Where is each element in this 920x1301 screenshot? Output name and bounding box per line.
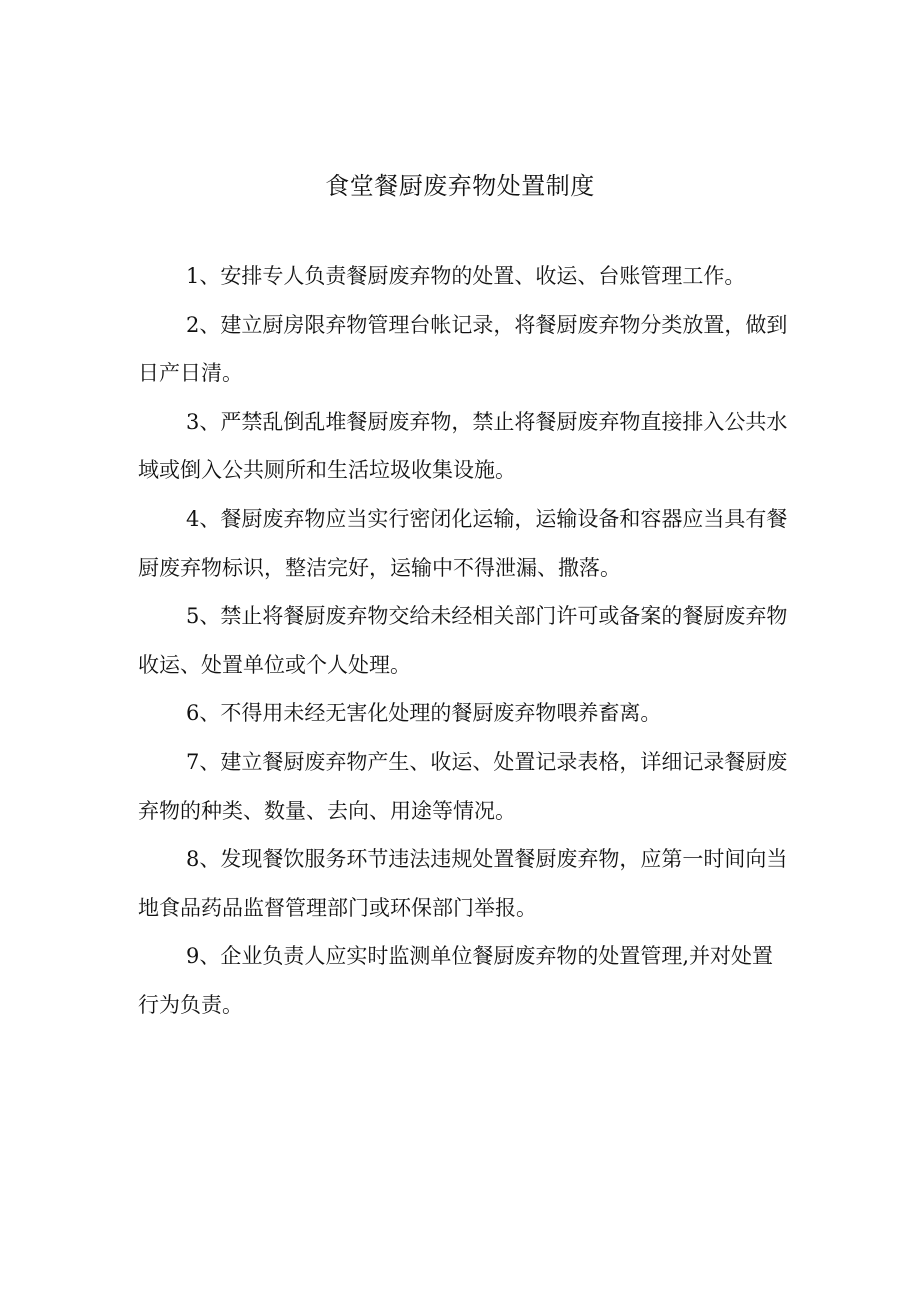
document-body: [138, 252, 788, 1030]
rule-paragraph-2: 2、建立厨房限弃物管理台帐记录，将餐厨废弃物分类放置，做到日产日清。: [138, 312, 788, 386]
rule-paragraph-8: 8、发现餐饮服务环节违法违规处置餐厨废弃物，应第一时间向当地食品药品监督管理部门或环保部门举报。: [138, 847, 788, 920]
rule-paragraph-5: 5、禁止将餐厨废弃物交给未经相关部门许可或备案的餐厨废弃物收运、处置单位或个人处理。: [138, 604, 788, 677]
rule-paragraph-3: 3、严禁乱倒乱堆餐厨废弃物，禁止将餐厨废弃物直接排入公共水域或倒入公共厕所和生活垃圾收集设施。: [138, 409, 788, 483]
rule-paragraph-1: 1、安排专人负责餐厨废弃物的处置、收运、台账管理工作。: [186, 264, 746, 288]
document-title: 食堂餐厨废弃物处置制度: [325, 172, 595, 200]
rule-paragraph-9: 9、企业负责人应实时监测单位餐厨废弃物的处置管理,并对处置行为负责。: [138, 944, 774, 1017]
rule-paragraph-7: 7、建立餐厨废弃物产生、收运、处置记录表格，详细记录餐厨废弃物的种类、数量、去向、用途等情况。: [138, 749, 788, 823]
rule-paragraph-4: 4、餐厨废弃物应当实行密闭化运输，运输设备和容器应当具有餐厨废弃物标识，整洁完好，运输中不得泄漏、撒落。: [138, 506, 788, 580]
rule-paragraph-6: 6、不得用未经无害化处理的餐厨废弃物喂养畜离。: [186, 701, 662, 726]
